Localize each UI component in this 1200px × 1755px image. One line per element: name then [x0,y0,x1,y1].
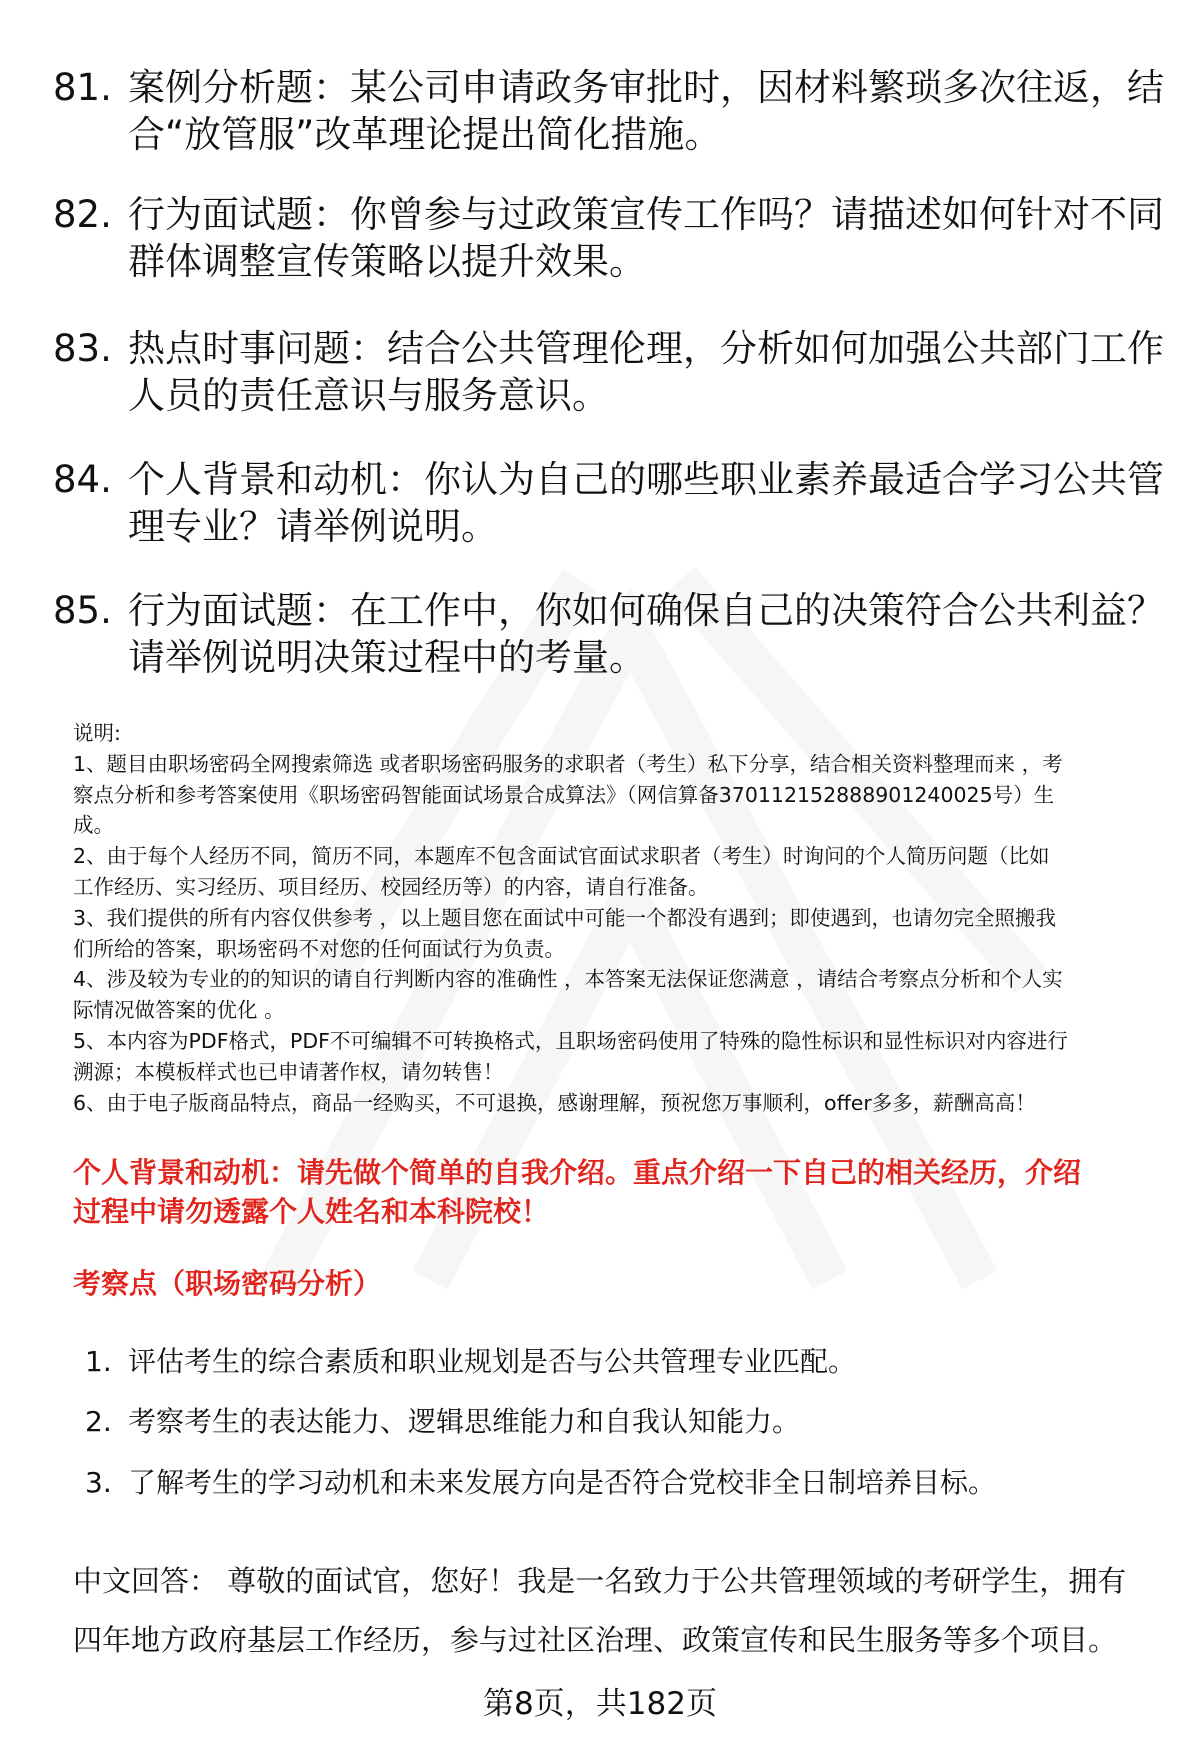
question-text: 案例分析题：某公司申请政务审批时，因材料繁琐多次往返，结 [128,66,1164,109]
answer-line: 中文回答： 尊敬的面试官，您好！我是一名致力于公共管理领域的考研学生，拥有 [73,1564,1127,1598]
note-line: 成。 [73,813,114,838]
question-text: 热点时事问题：结合公共管理伦理，分析如何加强公共部门工作 [128,327,1164,370]
note-line: 5、本内容为PDF格式，PDF不可编辑不可转换格式，且职场密码使用了特殊的隐性标识和显性标识对内容进行 [73,1028,1068,1053]
heading-line: 过程中请勿透露个人姓名和本科院校！ [73,1195,550,1228]
note-line: 2、由于每个人经历不同，简历不同，本题库不包含面试官面试求职者（考生）时询问的个人简历问题（比如 [73,844,1050,869]
note-line: 工作经历、实习经历、项目经历、校园经历等）的内容，请自行准备。 [73,874,709,899]
note-line: 1、题目由职场密码全网搜索筛选 或者职场密码服务的求职者（考生）私下分享，结合相关资料整理而来 ，考 [73,751,1063,776]
heading-line: 个人背景和动机：请先做个简单的自我介绍。重点介绍一下自己的相关经历，介绍 [73,1156,1082,1189]
answer-line: 四年地方政府基层工作经历，参与过社区治理、政策宣传和民生服务等多个项目。 [73,1623,1118,1657]
question-84 [53,456,1164,550]
question-82 [53,191,1164,285]
question-number: 83. [53,327,112,370]
question-81 [53,64,1164,158]
question-text: 行为面试题：你曾参与过政策宣传工作吗？请描述如何针对不同 [128,193,1164,236]
question-85 [53,587,1164,681]
question-number: 81. [53,66,112,109]
question-text: 行为面试题：在工作中，你如何确保自己的决策符合公共利益？ [128,589,1164,632]
point-text: 考察考生的表达能力、逻辑思维能力和自我认知能力。 [128,1405,801,1438]
note-line: 际情况做答案的优化 。 [73,998,285,1023]
disclaimer-notes [73,718,1068,1118]
point-number: 1. [85,1345,112,1378]
answer-text [73,1552,1126,1670]
page-number: 第8页，共182页 [483,1686,717,1722]
note-line: 3、我们提供的所有内容仅供参考 ，以上题目您在面试中可能一个都没有遇到；即使遇到，也请勿完全照搬我 [73,905,1057,930]
question-83 [53,325,1164,419]
point-text: 评估考生的综合素质和职业规划是否与公共管理专业匹配。 [128,1345,857,1378]
analysis-point [85,1404,800,1440]
analysis-point [85,1344,856,1380]
note-line: 溯源；本模板样式也已申请著作权，请勿转售！ [73,1059,504,1084]
point-number: 2. [85,1405,112,1438]
point-number: 3. [85,1466,112,1499]
question-text: 合“放管服”改革理论提出简化措施。 [128,113,722,156]
notes-title: 说明: [73,721,121,745]
question-text: 群体调整宣传策略以提升效果。 [128,240,646,283]
note-line: 们所给的答案，职场密码不对您的任何面试行为负责。 [73,936,565,961]
question-text: 请举例说明决策过程中的考量。 [128,636,646,679]
question-number: 85. [53,589,112,632]
question-text: 个人背景和动机：你认为自己的哪些职业素养最适合学习公共管 [128,458,1164,501]
question-text: 理专业？请举例说明。 [128,505,498,548]
note-line: 6、由于电子版商品特点，商品一经购买，不可退换，感谢理解，预祝您万事顺利，offer多多，薪酬高高！ [73,1090,1036,1115]
note-line: 察点分析和参考答案使用《职场密码智能面试场景合成算法》（网信算备370112152888901240025号）生 [73,782,1055,807]
note-line: 4、涉及较为专业的的知识的请自行判断内容的准确性 ，本答案无法保证您满意 ，请结合考察点分析和个人实 [73,967,1063,992]
question-text: 人员的责任意识与服务意识。 [128,374,609,417]
featured-question-heading [73,1153,1081,1231]
analysis-point [85,1465,996,1501]
analysis-heading: 考察点（职场密码分析） [73,1267,382,1300]
question-number: 84. [53,458,112,501]
question-number: 82. [53,193,112,236]
point-text: 了解考生的学习动机和未来发展方向是否符合党校非全日制培养目标。 [128,1466,997,1499]
